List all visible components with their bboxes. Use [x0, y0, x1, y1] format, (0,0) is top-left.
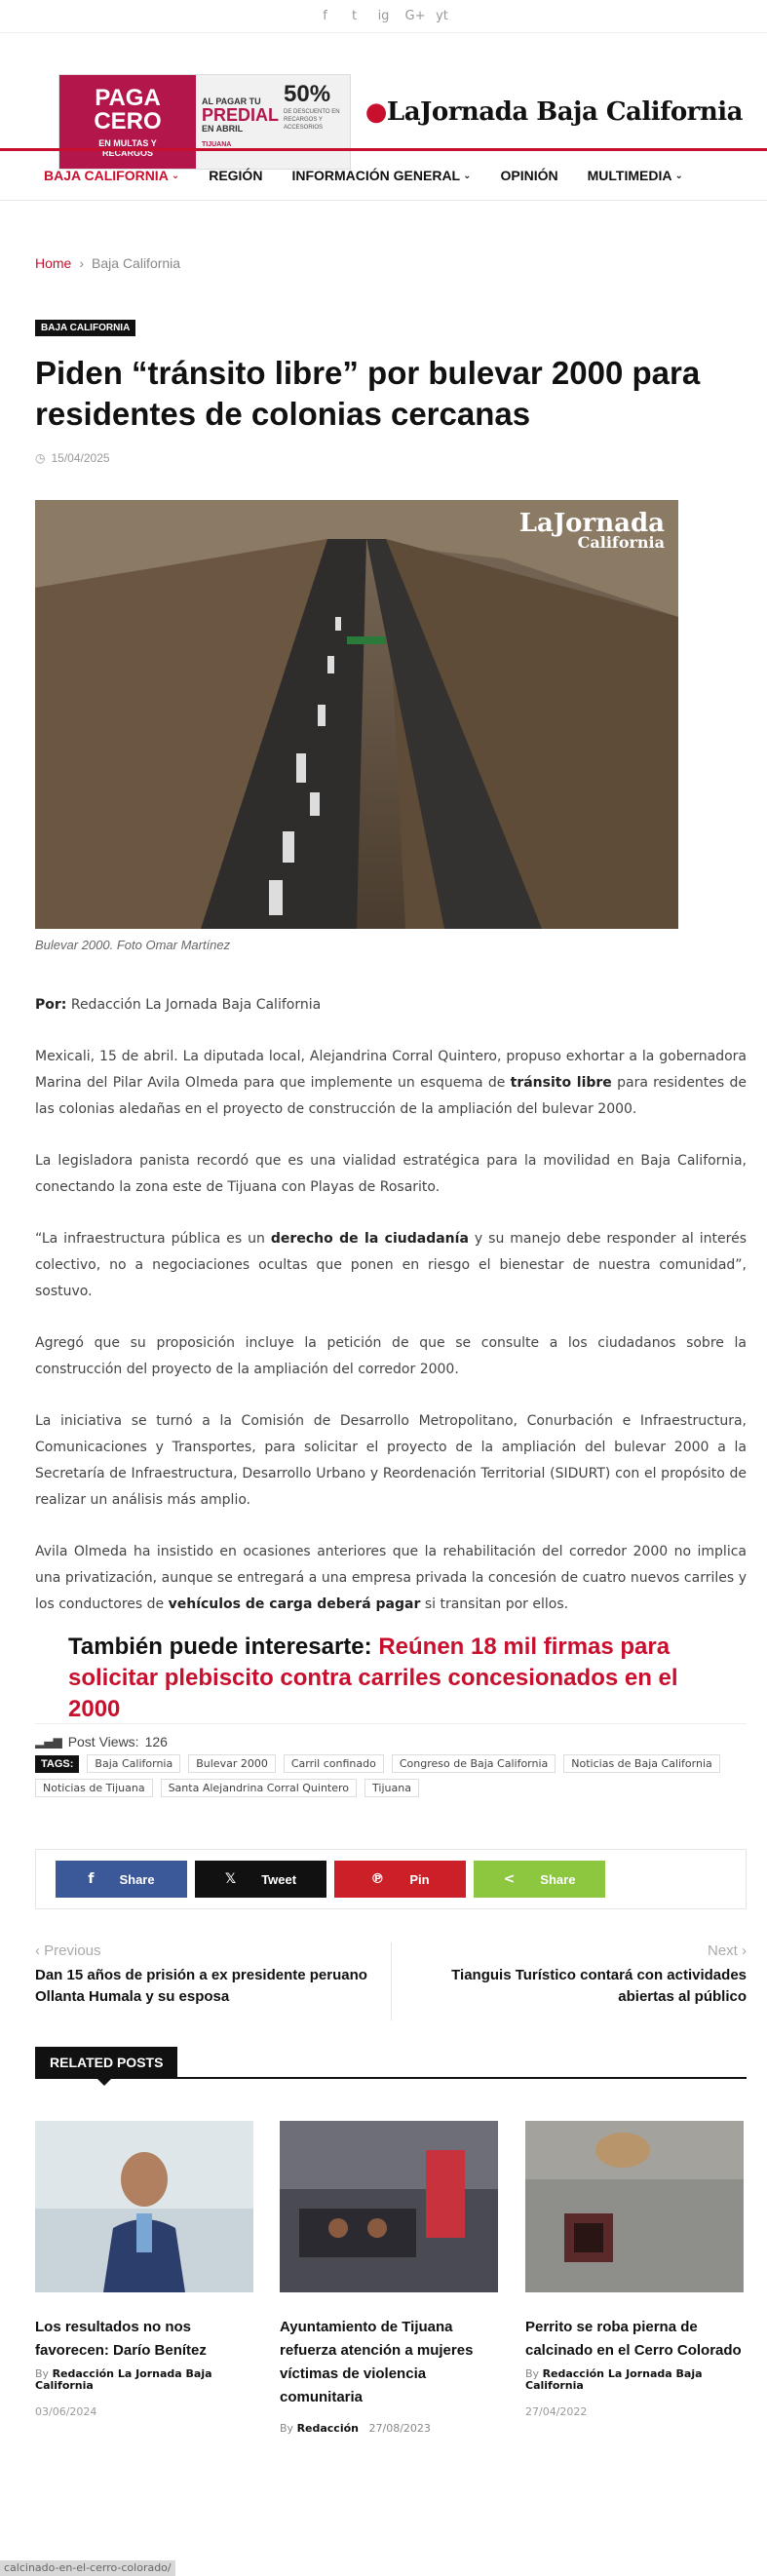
related-post-date: 27/04/2022	[525, 2405, 588, 2418]
ad-headline: PAGA CERO	[94, 84, 162, 135]
watermark-logo	[518, 509, 665, 553]
nav-label: REGIÓN	[209, 168, 263, 183]
logo-mark: ●	[364, 97, 387, 127]
social-bar	[0, 0, 767, 33]
views-label: Post Views:	[67, 1734, 139, 1749]
share-label: Share	[540, 1871, 576, 1887]
nav-label: OPINIÓN	[500, 168, 558, 183]
category-badge[interactable]: BAJA CALIFORNIA	[35, 320, 135, 336]
tag-item[interactable]: Carril confinado	[284, 1754, 384, 1773]
share-box	[35, 1849, 747, 1909]
post-views	[35, 1723, 747, 1749]
google-plus-icon[interactable]: G+	[404, 9, 426, 23]
related-post-card[interactable]	[280, 2121, 498, 2435]
ad-mid-l4: TIJUANA	[202, 140, 232, 148]
man-portrait-photo	[35, 2121, 253, 2292]
ad-mid-l2: PREDIAL	[202, 104, 280, 125]
also-interest-block	[68, 1632, 731, 1725]
author-name[interactable]: Redacción La Jornada Baja California	[35, 2367, 212, 2392]
by-label: By	[525, 2367, 540, 2380]
related-post-image[interactable]	[35, 2121, 253, 2292]
p6-c: si transitan por ellos.	[420, 1596, 569, 1612]
watermark-logo-b: California	[577, 533, 665, 552]
pinterest-share-button[interactable]	[334, 1861, 466, 1898]
nav-item-baja-california[interactable]	[44, 168, 179, 183]
ad-subline: EN MULTAS Y RECARGOS	[98, 137, 157, 158]
byline-name: Redacción La Jornada Baja California	[70, 997, 322, 1013]
also-interest-label: También puede interesarte:	[68, 1634, 379, 1660]
youtube-icon[interactable]: yt	[436, 9, 448, 23]
status-bar-url: calcinado-en-el-cerro-colorado/	[0, 2560, 175, 2576]
previous-post-link[interactable]	[35, 1942, 392, 2020]
chevron-down-icon: ⌄	[463, 170, 472, 181]
related-post-byline	[280, 2423, 498, 2435]
facebook-share-button[interactable]	[56, 1861, 187, 1898]
chevron-down-icon: ⌄	[171, 170, 180, 181]
nav-item-multimedia[interactable]	[588, 168, 683, 183]
paragraph-2: La legisladora panista recordó que es una vialidad estratégica para la movilidad en Baja California, conectando la zona este de Tijuana con Playas de Rosarito.	[35, 1153, 747, 1195]
by-label: By	[35, 2367, 50, 2380]
article-body	[35, 992, 747, 1643]
breadcrumb-home[interactable]: Home	[35, 255, 72, 271]
street-dog-photo	[525, 2121, 744, 2292]
related-post-image[interactable]	[525, 2121, 744, 2292]
breadcrumb	[35, 255, 180, 271]
watermark-logo-a: LaJornada	[518, 509, 665, 538]
author-name[interactable]: Redacción	[296, 2422, 359, 2435]
breadcrumb-current[interactable]: Baja California	[92, 255, 181, 271]
generic-share-button[interactable]	[474, 1861, 605, 1898]
byline	[35, 992, 747, 1019]
logo-la: La	[386, 97, 421, 127]
nav-label: INFORMACIÓN GENERAL	[291, 168, 461, 183]
tag-item[interactable]: Bulevar 2000	[188, 1754, 276, 1773]
related-post-date: 03/06/2024	[35, 2405, 97, 2418]
p6-b: vehículos de carga deberá pagar	[168, 1596, 421, 1612]
chevron-down-icon: ⌄	[674, 170, 683, 181]
twitter-share-button[interactable]	[195, 1861, 326, 1898]
tag-item[interactable]: Santa Alejandrina Corral Quintero	[161, 1779, 357, 1797]
facebook-icon[interactable]: f	[323, 9, 327, 23]
p3-a: “La infraestructura pública es un	[35, 1231, 271, 1247]
ad-percent: 50%	[284, 81, 331, 107]
call-center-photo	[280, 2121, 498, 2292]
breadcrumb-separator: ›	[79, 255, 85, 271]
nav-label: BAJA CALIFORNIA	[44, 168, 169, 183]
x-icon: 𝕏	[224, 1871, 237, 1887]
post-navigation	[35, 1942, 747, 2020]
related-post-date: 27/08/2023	[368, 2422, 431, 2435]
related-heading-text: RELATED POSTS	[35, 2047, 177, 2079]
ad-fine-print: DE DESCUENTO EN RECARGOS Y ACCESORIOS	[284, 109, 340, 131]
related-post-byline	[35, 2368, 253, 2392]
hero-image	[35, 500, 678, 929]
ad-mid-l1: AL PAGAR TU	[202, 96, 261, 106]
p1-b: tránsito libre	[510, 1075, 612, 1091]
share-label: Tweet	[261, 1871, 297, 1887]
paragraph-4: Agregó que su proposición incluye la petición de que se consulte a los ciudadanos sobre la construcción del proyecto de la ampliación del corredor 2000.	[35, 1335, 747, 1377]
by-label: By	[280, 2422, 294, 2435]
twitter-icon[interactable]: t	[351, 9, 358, 23]
related-posts-heading	[35, 2047, 747, 2079]
highway-aerial-photo	[35, 500, 678, 929]
instagram-icon[interactable]: ig	[377, 9, 390, 23]
paragraph-5: La iniciativa se turnó a la Comisión de Desarrollo Metropolitano, Conurbación e Infraestructura, Comunicaciones y Transportes, para solicitar el proyecto de la ampliación del bulevar 2000 a la Secretaría de Infraestructura, Desarrollo Urbano y Reordenación Territorial (SIDURT) con el propósito de realizar un análisis más amplio.	[35, 1413, 747, 1508]
related-post-card[interactable]	[525, 2121, 744, 2418]
related-post-byline	[525, 2368, 744, 2392]
tag-item[interactable]: Congreso de Baja California	[392, 1754, 556, 1773]
related-post-image[interactable]	[280, 2121, 498, 2292]
p3-b: derecho de la ciudadanía	[270, 1231, 469, 1247]
tag-item[interactable]: Baja California	[87, 1754, 180, 1773]
heading-pointer	[97, 2079, 111, 2086]
tags-label: TAGS:	[35, 1755, 79, 1773]
image-caption: Bulevar 2000. Foto Omar Martínez	[35, 938, 231, 952]
previous-label: ‹ Previous	[35, 1942, 101, 1959]
share-label: Pin	[409, 1871, 430, 1887]
main-nav	[0, 148, 767, 201]
share-label: Share	[119, 1871, 155, 1887]
pinterest-icon: ℗	[370, 1871, 385, 1887]
paragraph-1	[35, 1044, 747, 1123]
bar-chart-icon: ▂▄▆	[35, 1735, 62, 1749]
nav-label: MULTIMEDIA	[587, 168, 672, 183]
p1-a: Mexicali, 15 de abril. La diputada local, Alejandrina Corral Quintero, propuso exhortar a la gobernadora Marina del Pilar Avila Olmeda para que implemente un esquema de	[35, 1049, 747, 1091]
nav-item-informacion-general[interactable]	[291, 168, 471, 183]
p6-a: Avila Olmeda ha insistido en ocasiones anteriores que la rehabilitación del corredor 2000 no implica una privatización, aunque se entregará a una empresa privada la concesión de cuatro nuevos carriles y los conductores de	[35, 1544, 747, 1612]
p1-c: para residentes de las colonias aledañas en el proyecto de construcción de la ampliación del bulevar 2000.	[35, 1075, 747, 1117]
date-text: 15/04/2025	[51, 451, 110, 465]
previous-title: Dan 15 años de prisión a ex presidente peruano Ollanta Humala y su esposa	[35, 1967, 367, 2005]
site-header	[0, 33, 767, 158]
author-name[interactable]: Redacción La Jornada Baja California	[525, 2367, 703, 2392]
also-interest-link[interactable]: Reúnen 18 mil firmas para solicitar plebiscito contra carriles concesionados en el 2000	[68, 1634, 678, 1722]
facebook-icon: f	[88, 1871, 95, 1887]
logo-name: Jornada Baja California	[420, 97, 743, 127]
next-post-link[interactable]	[392, 1942, 748, 2020]
tag-item[interactable]: Noticias de Tijuana	[35, 1779, 153, 1797]
article-title: Piden “tránsito libre” por bulevar 2000 para residentes de colonias cercanas	[35, 355, 701, 432]
nav-item-region[interactable]	[209, 168, 262, 183]
site-logo[interactable]	[365, 97, 743, 127]
views-count: 126	[144, 1734, 168, 1749]
tag-item[interactable]: Tijuana	[364, 1779, 419, 1797]
tags-list	[35, 1754, 747, 1797]
related-post-card[interactable]	[35, 2121, 253, 2418]
paragraph-3	[35, 1226, 747, 1305]
clock-icon: ◷	[35, 451, 46, 465]
related-post-title[interactable]: Ayuntamiento de Tijuana refuerza atención a mujeres víctimas de violencia comunitaria	[280, 2319, 474, 2405]
tag-item[interactable]: Noticias de Baja California	[563, 1754, 719, 1773]
next-title: Tianguis Turístico contará con actividades abiertas al público	[451, 1967, 747, 2005]
share-icon: <	[503, 1871, 516, 1887]
next-label: Next ›	[707, 1942, 747, 1959]
related-post-title[interactable]: Perrito se roba pierna de calcinado en el Cerro Colorado	[525, 2319, 742, 2359]
ad-mid-l3: EN ABRIL	[202, 123, 244, 134]
related-post-title[interactable]: Los resultados no nos favorecen: Darío Benítez	[35, 2319, 207, 2359]
byline-label: Por:	[35, 997, 67, 1013]
article-date	[35, 451, 110, 465]
nav-item-opinion[interactable]	[501, 168, 558, 183]
p3-c: y su manejo debe responder al interés colectivo, no a negociaciones ocultas que ponen en riesgo el bienestar de nuestra comunidad”, sostuvo.	[35, 1231, 747, 1299]
paragraph-6	[35, 1539, 747, 1618]
